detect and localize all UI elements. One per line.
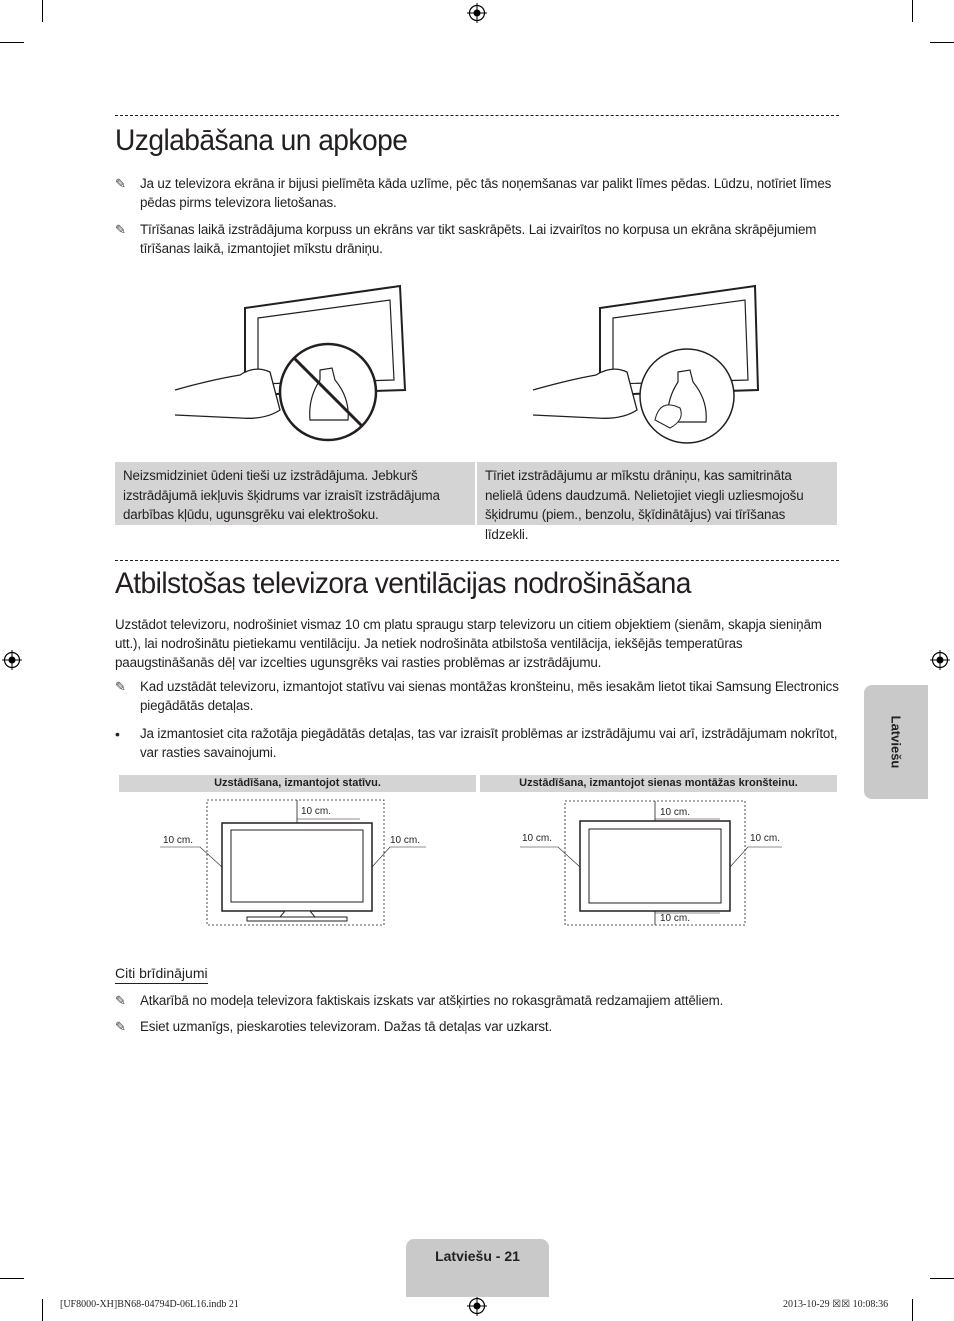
gap-label-top: 10 cm. <box>660 807 691 818</box>
crosshair-registration-icon <box>930 650 950 670</box>
crop-mark <box>912 1299 913 1321</box>
note-item <box>115 221 839 258</box>
page-number-tab <box>406 1239 549 1297</box>
language-side-tab <box>864 685 928 799</box>
section-title: Atbilstošas televizora ventilācijas nodrošināšana <box>115 567 691 600</box>
pencil-note-icon: ✎ <box>115 1019 126 1034</box>
crosshair-registration-icon <box>467 3 487 23</box>
page-number: Latviešu - 21 <box>435 1248 520 1264</box>
diagram-stand-installation <box>160 795 430 930</box>
pencil-note-icon: ✎ <box>115 993 126 1008</box>
crosshair-registration-icon <box>467 1296 487 1316</box>
bullet-item <box>115 725 839 762</box>
diagram-title-stand: Uzstādīšana, izmantojot statīvu. <box>119 775 476 792</box>
caption-box-left: Neizsmidziniet ūdeni tieši uz izstrādājuma. Jebkurš izstrādājumā iekļuvis šķidrums var izraisīt izstrādājuma darbības kļūdu, ugunsgrēku vai elektrošoku. <box>115 462 475 525</box>
bullet-text: Ja izmantosiet cita ražotāja piegādātās detaļas, tas var izraisīt problēmas ar izstrādājumu vai arī, izstrādājumam nokrītot, var rasties savainojumi. <box>140 726 838 760</box>
crop-mark <box>912 0 913 22</box>
diagram-wall-mount-installation <box>520 795 785 930</box>
gap-label-left: 10 cm. <box>163 835 194 846</box>
section-title: Uzglabāšana un apkope <box>115 124 408 157</box>
crosshair-registration-icon <box>2 650 22 670</box>
subsection-title: Citi brīdinājumi <box>115 965 208 984</box>
note-item <box>115 175 839 212</box>
note-item <box>115 1018 839 1037</box>
crop-mark <box>930 42 954 43</box>
pencil-note-icon: ✎ <box>115 679 126 694</box>
gap-label-right: 10 cm. <box>390 835 421 846</box>
note-text: Atkarībā no modeļa televizora faktiskais izskats var atšķirties no rokasgrāmatā redzamajiem attēliem. <box>140 993 724 1008</box>
crop-mark <box>930 1278 954 1279</box>
caption-box-right: Tīriet izstrādājumu ar mīkstu drāniņu, kas samitrināta nelielā ūdens daudzumā. Nelietojiet viegli uzliesmojošu šķidrumu (piem., benzolu, šķīdinātājus) vai tīrīšanas līdzekli. <box>477 462 837 525</box>
section-divider <box>115 560 839 561</box>
note-item <box>115 992 839 1011</box>
diagram-title-wall-mount: Uzstādīšana, izmantojot sienas montāžas kronšteinu. <box>480 775 837 792</box>
crop-mark <box>0 42 24 43</box>
note-text: Ja uz televizora ekrāna ir bijusi pielīmēta kāda uzlīme, pēc tās noņemšanas var palikt līmes pēdas. Lūdzu, notīriet līmes pēdas pirms televizora lietošanas. <box>140 176 832 210</box>
body-paragraph: Uzstādot televizoru, nodrošiniet vismaz 10 cm platu spraugu starp televizoru un citiem objektiem (sienām, skapja sieniņām utt.), lai nodrošinātu pietiekamu ventilāciju. Ja netiek nodrošināta atbilstoša ventilācija, iekšējās temperatūras paaugstināšanās dēļ var izcelties ugunsgrēks vai rasties problēmas ar izstrādājumu. <box>115 617 822 670</box>
pencil-note-icon: ✎ <box>115 176 126 191</box>
gap-label-left: 10 cm. <box>522 833 553 844</box>
pencil-note-icon: ✎ <box>115 222 126 237</box>
crop-mark <box>42 1299 43 1321</box>
crop-mark <box>0 1278 24 1279</box>
gap-label-top: 10 cm. <box>301 806 332 817</box>
footer-timestamp: 2013-10-29 ☒☒ 10:08:36 <box>783 1299 889 1310</box>
note-text: Esiet uzmanīgs, pieskaroties televizoram. Dažas tā detaļas var uzkarst. <box>140 1019 553 1034</box>
gap-label-right: 10 cm. <box>750 833 781 844</box>
note-text: Kad uzstādāt televizoru, izmantojot statīvu vai sienas montāžas kronšteinu, mēs iesakām lietot tikai Samsung Electronics piegādātās detaļas. <box>140 679 839 713</box>
gap-label-bottom: 10 cm. <box>660 913 691 924</box>
section-divider <box>115 115 839 116</box>
crop-mark <box>42 0 43 22</box>
illustration-do-not-spray <box>170 280 415 450</box>
note-item <box>115 678 839 715</box>
note-text: Tīrīšanas laikā izstrādājuma korpuss un ekrāns var tikt saskrāpēts. Lai izvairītos no korpusa un ekrāna skrāpējumiem tīrīšanas laikā, izmantojiet mīkstu drāniņu. <box>140 222 817 256</box>
illustration-wipe-gently <box>530 280 775 450</box>
side-tab-label: Latviešu <box>888 715 904 769</box>
bullet-icon: • <box>115 726 120 742</box>
footer-file-info: [UF8000-XH]BN68-04794D-06L16.indb 21 <box>60 1299 239 1310</box>
